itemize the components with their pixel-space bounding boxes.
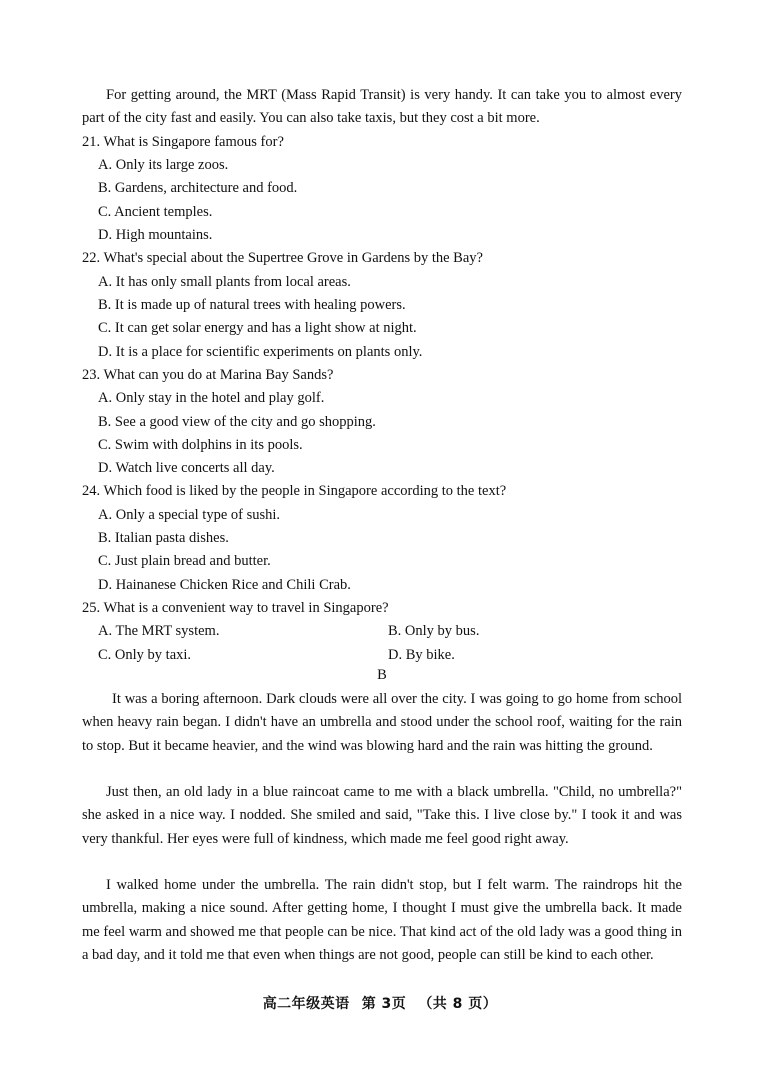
section-b-heading: B — [377, 667, 387, 683]
q22-option-c[interactable]: C. It can get solar energy and has a light show at night. — [98, 320, 417, 336]
footer-subject: 高二年级英语 — [262, 996, 350, 1012]
q25-option-d[interactable]: D. By bike. — [388, 647, 455, 663]
q21-option-d[interactable]: D. High mountains. — [98, 227, 213, 243]
q24-option-b[interactable]: B. Italian pasta dishes. — [98, 530, 229, 546]
q23-option-a[interactable]: A. Only stay in the hotel and play golf. — [98, 390, 325, 406]
question-25-stem: 25. What is a convenient way to travel in Singapore? — [82, 600, 389, 616]
q25-option-c[interactable]: C. Only by taxi. — [98, 647, 192, 663]
question-23-stem: 23. What can you do at Marina Bay Sands? — [82, 367, 334, 383]
passage-b-paragraph-3: I walked home under the umbrella. The rain didn't stop, but I felt warm. The raindrops hit the umbrella, making a nice sound. After getting home, I thought I must give the umbrella back. It made me feel warm and showed me that people can be nice. That kind act of the old lady was a good thing in a bad day, and it told me that even when things are not good, people can still be kind to each other. — [82, 877, 682, 963]
q25-option-b[interactable]: B. Only by bus. — [388, 623, 480, 639]
footer-page-number: 第 3页 — [361, 996, 407, 1012]
question-21-stem: 21. What is Singapore famous for? — [82, 134, 284, 150]
q23-option-d[interactable]: D. Watch live concerts all day. — [98, 460, 275, 476]
q23-option-c[interactable]: C. Swim with dolphins in its pools. — [98, 437, 303, 453]
q21-option-b[interactable]: B. Gardens, architecture and food. — [98, 180, 298, 196]
footer-total-pages: （共 8 页） — [418, 996, 498, 1012]
q21-option-a[interactable]: A. Only its large zoos. — [98, 157, 229, 173]
passage-b-paragraph-2: Just then, an old lady in a blue raincoat came to me with a black umbrella. "Child, no umbrella?" she asked in a nice way. I nodded. She smiled and said, "Take this. I live close by." I took it and was very thankful. Her eyes were full of kindness, which made me feel good right away. — [82, 784, 682, 847]
question-22-stem: 22. What's special about the Supertree Grove in Gardens by the Bay? — [82, 250, 483, 266]
q22-option-d[interactable]: D. It is a place for scientific experiments on plants only. — [98, 344, 423, 360]
q25-option-a[interactable]: A. The MRT system. — [98, 623, 220, 639]
page-footer — [0, 993, 760, 1013]
intro-paragraph: For getting around, the MRT (Mass Rapid Transit) is very handy. It can take you to almost every part of the city fast and easily. You can also take taxis, but they cost a bit more. — [82, 87, 682, 127]
passage-b-paragraph-1: It was a boring afternoon. Dark clouds were all over the city. I was going to go home from school when heavy rain began. I didn't have an umbrella and stood under the school roof, waiting for the rain to stop. But it became heavier, and the wind was blowing hard and the rain was hitting the ground. — [82, 691, 682, 754]
question-24-stem: 24. Which food is liked by the people in Singapore according to the text? — [82, 483, 507, 499]
q21-option-c[interactable]: C. Ancient temples. — [98, 204, 213, 220]
q24-option-a[interactable]: A. Only a special type of sushi. — [98, 507, 281, 523]
q23-option-b[interactable]: B. See a good view of the city and go shopping. — [98, 414, 376, 430]
q24-option-d[interactable]: D. Hainanese Chicken Rice and Chili Crab. — [98, 577, 351, 593]
q22-option-b[interactable]: B. It is made up of natural trees with healing powers. — [98, 297, 406, 313]
q24-option-c[interactable]: C. Just plain bread and butter. — [98, 553, 271, 569]
q22-option-a[interactable]: A. It has only small plants from local areas. — [98, 274, 351, 290]
